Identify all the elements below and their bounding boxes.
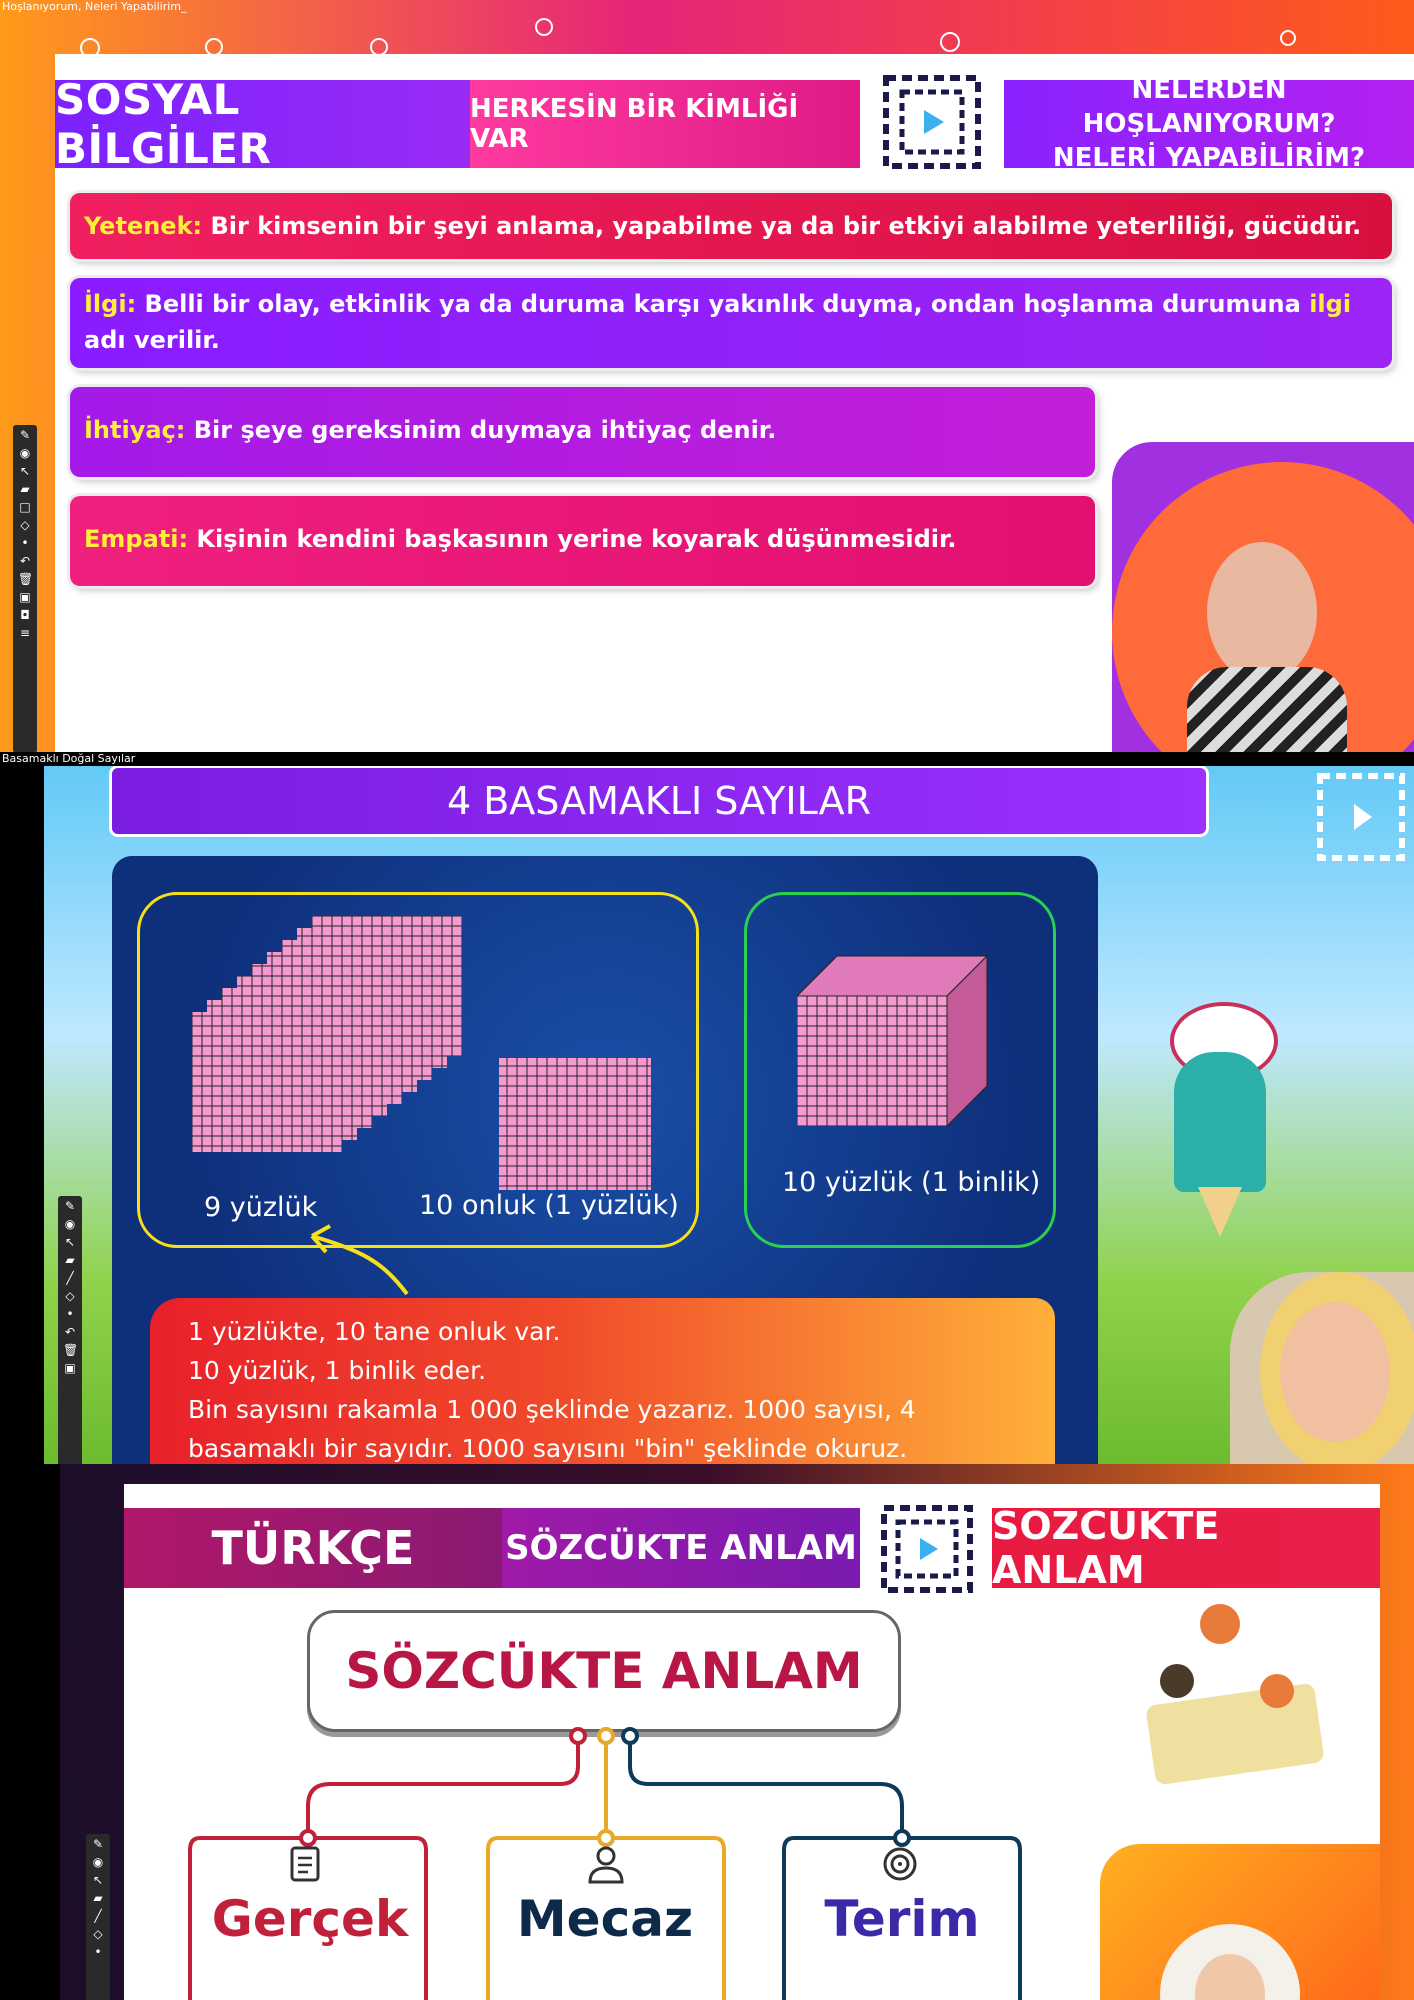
definition-card-interest bbox=[70, 278, 1392, 368]
dot-icon[interactable]: • bbox=[66, 1307, 74, 1321]
undo-icon[interactable]: ↶ bbox=[19, 554, 31, 568]
branch-figurative: Mecaz bbox=[516, 1890, 694, 1948]
thousand-label: 10 yüzlük (1 binlik) bbox=[782, 1167, 1041, 1198]
pen-mode-icon[interactable]: ✎ bbox=[64, 1199, 76, 1213]
video-caption: Basamaklı Doğal Sayılar bbox=[0, 752, 1414, 766]
decor-circle bbox=[940, 32, 960, 52]
child-head bbox=[1260, 1674, 1294, 1708]
topic-line-1: NELERDEN HOŞLANIYORUM? bbox=[1082, 75, 1336, 139]
child-head bbox=[1160, 1664, 1194, 1698]
thousand-cube bbox=[797, 946, 997, 1136]
annotation-arrow-icon bbox=[302, 1216, 412, 1296]
tens-label: 10 onluk (1 yüzlük) bbox=[419, 1190, 679, 1221]
term-label: Empati: bbox=[84, 525, 189, 553]
document-icon bbox=[288, 1844, 322, 1888]
highlighter-icon[interactable]: ▰ bbox=[93, 1891, 103, 1905]
note-line: Bin sayısını rakamla 1 000 şeklinde yazarız. 1000 sayısı, 4 bbox=[188, 1395, 916, 1424]
play-logo-icon bbox=[878, 1502, 976, 1596]
mascot-body bbox=[1174, 1052, 1266, 1192]
book-shape bbox=[1145, 1683, 1324, 1786]
term-label: Yetenek: bbox=[84, 212, 203, 240]
presenter-webcam bbox=[1230, 1272, 1414, 1464]
drawing-toolbar bbox=[58, 1196, 82, 1464]
definition-card-empathy bbox=[70, 496, 1095, 586]
note-line: 1 yüzlükte, 10 tane onluk var. bbox=[188, 1317, 561, 1346]
branch-term: Terim bbox=[824, 1890, 980, 1948]
definition-text: Bir şeye gereksinim duymaya ihtiyaç denir. bbox=[185, 416, 777, 444]
ten-tens-block bbox=[497, 1056, 657, 1196]
hundreds-label: 9 yüzlük bbox=[204, 1192, 318, 1223]
math-video-frame bbox=[0, 752, 1414, 1464]
concept-title: SÖZCÜKTE ANLAM bbox=[307, 1610, 901, 1732]
kids-with-books-illustration bbox=[1130, 1594, 1330, 1794]
line-icon[interactable]: ╱ bbox=[66, 1271, 74, 1285]
decor-circle bbox=[535, 18, 553, 36]
subject-banner: SOSYAL BİLGİLER bbox=[55, 80, 470, 168]
definition-text: adı verilir. bbox=[84, 326, 220, 354]
definition-card-talent bbox=[70, 193, 1392, 259]
term-label: İhtiyaç: bbox=[84, 416, 186, 444]
play-logo-icon bbox=[1316, 772, 1406, 862]
presenter-face bbox=[1280, 1302, 1390, 1442]
cursor-icon[interactable]: ↖ bbox=[92, 1873, 104, 1887]
cursor-icon[interactable]: ↖ bbox=[64, 1235, 76, 1249]
screen-icon[interactable]: ▣ bbox=[19, 590, 31, 604]
pen-mode-icon[interactable]: ✎ bbox=[92, 1837, 104, 1851]
highlighter-icon[interactable]: ▰ bbox=[65, 1253, 75, 1267]
definition-text: Belli bir olay, etkinlik ya da duruma karşı yakınlık duyma, ondan hoşlanma durumuna bbox=[136, 290, 1310, 318]
trash-icon[interactable]: 🗑 bbox=[18, 572, 34, 586]
pen-mode-icon[interactable]: ✎ bbox=[19, 428, 31, 442]
topic-banner: SÖZCÜKTE ANLAM bbox=[992, 1508, 1380, 1588]
target-icon bbox=[880, 1844, 920, 1888]
trash-icon[interactable]: 🗑 bbox=[63, 1343, 79, 1357]
social-studies-video-frame bbox=[0, 0, 1414, 752]
presenter-webcam bbox=[1100, 1844, 1380, 2000]
line-icon[interactable]: ╱ bbox=[94, 1909, 102, 1923]
lesson-notes bbox=[150, 1298, 1055, 1464]
camera-icon[interactable]: ◘ bbox=[20, 608, 30, 622]
eye-icon[interactable]: ◉ bbox=[19, 446, 31, 460]
eye-icon[interactable]: ◉ bbox=[92, 1855, 104, 1869]
turkish-video-frame bbox=[0, 1464, 1414, 2000]
left-black-strip bbox=[0, 1464, 60, 2000]
eraser-icon[interactable]: ◇ bbox=[65, 1289, 75, 1303]
eraser-icon[interactable]: ◇ bbox=[20, 518, 30, 532]
highlight-word: ilgi bbox=[1309, 290, 1352, 318]
branch-literal: Gerçek bbox=[211, 1890, 409, 1948]
topic-banner bbox=[1004, 75, 1414, 173]
left-black-strip bbox=[0, 766, 44, 1464]
presenter-shirt bbox=[1187, 667, 1347, 752]
unit-banner: SÖZCÜKTE ANLAM bbox=[502, 1508, 860, 1588]
pencil-mascot-icon bbox=[1160, 1002, 1280, 1242]
eraser-icon[interactable]: ◇ bbox=[93, 1927, 103, 1941]
shape-icon[interactable]: □ bbox=[19, 500, 31, 514]
lesson-title: 4 BASAMAKLI SAYILAR bbox=[112, 768, 1206, 834]
cursor-icon[interactable]: ↖ bbox=[19, 464, 31, 478]
eye-icon[interactable]: ◉ bbox=[64, 1217, 76, 1231]
drawing-toolbar bbox=[13, 425, 37, 752]
definition-card-need bbox=[70, 387, 1095, 477]
play-logo-icon bbox=[880, 72, 984, 172]
presenter-webcam bbox=[1112, 442, 1414, 752]
child-head bbox=[1200, 1604, 1240, 1644]
people-icon bbox=[584, 1844, 628, 1888]
highlighter-icon[interactable]: ▰ bbox=[20, 482, 30, 496]
list-icon[interactable]: ≡ bbox=[19, 626, 31, 640]
presenter-face bbox=[1207, 542, 1317, 682]
decor-circle bbox=[1280, 30, 1296, 46]
note-line: basamaklı bir sayıdır. 1000 sayısını "bin" şeklinde okuruz. bbox=[188, 1434, 908, 1463]
nine-hundred-blocks bbox=[182, 916, 502, 1156]
term-label: İlgi: bbox=[84, 290, 137, 318]
undo-icon[interactable]: ↶ bbox=[64, 1325, 76, 1339]
video-caption: Hoşlanıyorum, Neleri Yapabilirim_ bbox=[2, 0, 187, 13]
screen-icon[interactable]: ▣ bbox=[64, 1361, 76, 1375]
note-line: 10 yüzlük, 1 binlik eder. bbox=[188, 1356, 487, 1385]
topic-line-2: NELERİ YAPABİLİRİM? bbox=[1052, 143, 1366, 173]
unit-banner: HERKESİN BİR KİMLİĞİ VAR bbox=[470, 80, 860, 168]
dot-icon[interactable]: • bbox=[21, 536, 29, 550]
definition-text: Kişinin kendini başkasının yerine koyarak düşünmesidir. bbox=[188, 525, 957, 553]
mascot-tip bbox=[1198, 1187, 1242, 1237]
dot-icon[interactable]: • bbox=[94, 1945, 102, 1959]
subject-banner: TÜRKÇE bbox=[124, 1508, 502, 1588]
definition-text: Bir kimsenin bir şeyi anlama, yapabilme ya da bir etkiyi alabilme yeterliliği, gücüdür. bbox=[202, 212, 1362, 240]
drawing-toolbar bbox=[86, 1834, 110, 2000]
